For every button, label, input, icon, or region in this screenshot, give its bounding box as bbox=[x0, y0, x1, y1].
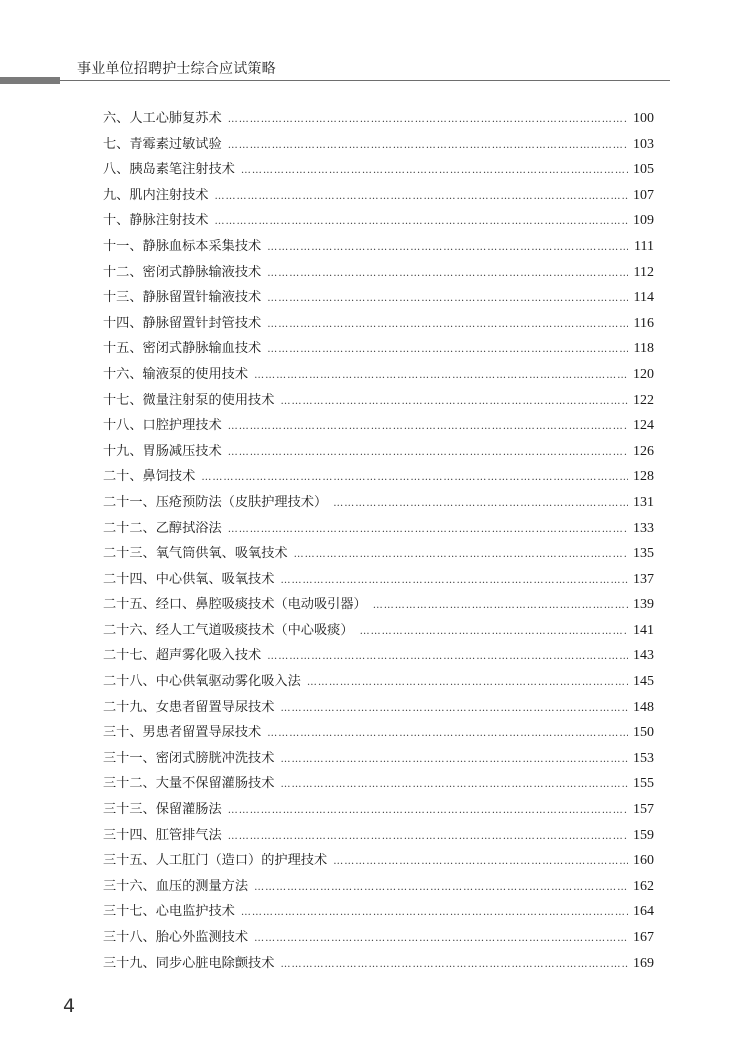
toc-entry[interactable] bbox=[103, 132, 654, 158]
header-rule bbox=[60, 80, 670, 81]
toc-entry[interactable] bbox=[103, 516, 654, 542]
toc-dot-leader bbox=[280, 389, 628, 415]
toc-dot-leader bbox=[228, 414, 628, 440]
toc-entry-title: 二十、鼻饲技术 bbox=[103, 469, 196, 485]
toc-entry[interactable] bbox=[103, 823, 654, 849]
toc-entry[interactable] bbox=[103, 388, 654, 414]
toc-entry[interactable] bbox=[103, 106, 654, 132]
toc-dot-leader bbox=[254, 926, 628, 952]
toc-entry[interactable] bbox=[103, 951, 654, 977]
toc-entry-page: 164 bbox=[633, 904, 654, 920]
toc-dot-leader bbox=[241, 900, 628, 926]
toc-entry[interactable] bbox=[103, 746, 654, 772]
toc-entry-title: 六、人工心肺复苏术 bbox=[103, 111, 222, 126]
toc-entry-title: 十七、微量注射泵的使用技术 bbox=[103, 392, 275, 408]
toc-entry-page: 162 bbox=[633, 878, 654, 894]
toc-dot-leader bbox=[228, 798, 628, 824]
toc-entry[interactable] bbox=[103, 260, 654, 286]
toc-entry[interactable] bbox=[103, 157, 654, 183]
toc-dot-leader bbox=[241, 158, 628, 184]
toc-entry-page: 100 bbox=[633, 111, 654, 126]
toc-entry[interactable] bbox=[103, 464, 654, 490]
toc-dot-leader bbox=[201, 465, 628, 491]
toc-entry[interactable] bbox=[103, 618, 654, 644]
toc-entry[interactable] bbox=[103, 183, 654, 209]
toc-dot-leader bbox=[228, 133, 628, 159]
toc-entry-page: 111 bbox=[634, 238, 654, 254]
toc-entry-title: 九、肌内注射技术 bbox=[103, 187, 209, 203]
toc-entry-page: 157 bbox=[633, 802, 654, 818]
running-header-title: 事业单位招聘护士综合应试策略 bbox=[77, 61, 276, 77]
toc-entry[interactable] bbox=[103, 848, 654, 874]
toc-entry-page: 122 bbox=[633, 392, 654, 408]
toc-entry-title: 十六、输液泵的使用技术 bbox=[103, 366, 249, 382]
toc-dot-leader bbox=[267, 337, 628, 363]
toc-entry[interactable] bbox=[103, 720, 654, 746]
toc-dot-leader bbox=[267, 644, 628, 670]
toc-dot-leader bbox=[215, 184, 629, 210]
toc-entry-page: 153 bbox=[633, 750, 654, 766]
toc-dot-leader bbox=[267, 312, 628, 338]
toc-entry[interactable] bbox=[103, 771, 654, 797]
toc-dot-leader bbox=[280, 772, 628, 798]
toc-entry-title: 十九、胃肠减压技术 bbox=[103, 443, 222, 459]
toc-entry-page: 103 bbox=[633, 136, 654, 152]
toc-dot-leader bbox=[228, 107, 628, 133]
toc-dot-leader bbox=[267, 235, 628, 261]
toc-dot-leader bbox=[267, 261, 628, 287]
toc-entry-title: 二十八、中心供氧驱动雾化吸入法 bbox=[103, 674, 301, 690]
toc-entry-title: 二十五、经口、鼻腔吸痰技术（电动吸引器） bbox=[103, 597, 367, 613]
toc-entry-title: 八、胰岛素笔注射技术 bbox=[103, 162, 235, 178]
toc-dot-leader bbox=[228, 440, 628, 466]
toc-entry-page: 126 bbox=[633, 443, 654, 459]
toc-entry-title: 二十二、乙醇拭浴法 bbox=[103, 520, 222, 536]
toc-entry-title: 十八、口腔护理技术 bbox=[103, 418, 222, 434]
toc-entry-page: 137 bbox=[633, 571, 654, 587]
toc-dot-leader bbox=[280, 952, 628, 978]
toc-entry-page: 128 bbox=[633, 469, 654, 485]
toc-entry-title: 三十九、同步心脏电除颤技术 bbox=[103, 955, 275, 971]
toc-entry[interactable] bbox=[103, 643, 654, 669]
toc-entry-title: 三十四、肛管排气法 bbox=[103, 827, 222, 843]
toc-entry-page: 148 bbox=[633, 699, 654, 715]
table-of-contents bbox=[103, 106, 654, 976]
toc-entry-page: 133 bbox=[633, 520, 654, 536]
toc-entry-title: 二十九、女患者留置导尿技术 bbox=[103, 699, 275, 715]
toc-entry-page: 160 bbox=[633, 853, 654, 869]
toc-entry-title: 三十三、保留灌肠法 bbox=[103, 802, 222, 818]
toc-entry-page: 118 bbox=[633, 341, 654, 357]
toc-entry[interactable] bbox=[103, 311, 654, 337]
toc-dot-leader bbox=[267, 286, 628, 312]
toc-dot-leader bbox=[280, 747, 628, 773]
toc-entry-title: 二十七、超声雾化吸入技术 bbox=[103, 648, 262, 664]
toc-dot-leader bbox=[294, 542, 628, 568]
toc-entry-page: 107 bbox=[633, 187, 654, 203]
toc-entry-page: 135 bbox=[633, 546, 654, 562]
toc-dot-leader bbox=[254, 363, 628, 389]
toc-entry-page: 145 bbox=[633, 674, 654, 690]
toc-entry-title: 三十八、胎心外监测技术 bbox=[103, 930, 249, 945]
toc-entry-title: 十五、密闭式静脉输血技术 bbox=[103, 341, 262, 357]
toc-entry-title: 二十四、中心供氧、吸氧技术 bbox=[103, 571, 275, 587]
toc-dot-leader bbox=[373, 593, 628, 619]
toc-dot-leader bbox=[280, 696, 628, 722]
toc-dot-leader bbox=[333, 491, 628, 517]
toc-entry-title: 三十七、心电监护技术 bbox=[103, 904, 235, 920]
toc-entry-title: 二十三、氧气筒供氧、吸氧技术 bbox=[103, 546, 288, 562]
toc-entry-page: 167 bbox=[633, 930, 654, 945]
toc-entry[interactable] bbox=[103, 925, 654, 951]
toc-entry-page: 143 bbox=[633, 648, 654, 664]
toc-entry-title: 十一、静脉血标本采集技术 bbox=[103, 238, 262, 254]
toc-entry[interactable] bbox=[103, 208, 654, 234]
toc-entry-title: 十、静脉注射技术 bbox=[103, 213, 209, 229]
toc-entry[interactable] bbox=[103, 285, 654, 311]
toc-entry-title: 十二、密闭式静脉输液技术 bbox=[103, 264, 262, 280]
toc-dot-leader bbox=[360, 619, 628, 645]
toc-dot-leader bbox=[267, 721, 628, 747]
toc-entry-title: 二十六、经人工气道吸痰技术（中心吸痰） bbox=[103, 622, 354, 638]
toc-entry-page: 155 bbox=[633, 776, 654, 792]
toc-entry-title: 三十一、密闭式膀胱冲洗技术 bbox=[103, 750, 275, 766]
toc-entry[interactable] bbox=[103, 541, 654, 567]
toc-dot-leader bbox=[280, 568, 628, 594]
toc-dot-leader bbox=[228, 824, 628, 850]
toc-entry-page: 105 bbox=[633, 162, 654, 178]
toc-entry-title: 十三、静脉留置针输液技术 bbox=[103, 290, 262, 306]
toc-entry-page: 150 bbox=[633, 725, 654, 741]
toc-entry[interactable] bbox=[103, 490, 654, 516]
toc-entry[interactable] bbox=[103, 695, 654, 721]
toc-entry-page: 131 bbox=[633, 494, 654, 510]
toc-entry-title: 十四、静脉留置针封管技术 bbox=[103, 315, 262, 331]
toc-entry[interactable] bbox=[103, 336, 654, 362]
toc-entry-page: 120 bbox=[633, 366, 654, 382]
toc-entry[interactable] bbox=[103, 413, 654, 439]
header-accent-bar bbox=[0, 77, 60, 84]
toc-entry-page: 139 bbox=[633, 597, 654, 613]
toc-entry[interactable] bbox=[103, 362, 654, 388]
toc-entry[interactable] bbox=[103, 439, 654, 465]
toc-dot-leader bbox=[254, 875, 628, 901]
toc-entry-page: 124 bbox=[633, 418, 654, 434]
page-number: 4 bbox=[63, 995, 76, 1017]
toc-dot-leader bbox=[215, 209, 629, 235]
toc-entry-title: 三十六、血压的测量方法 bbox=[103, 878, 249, 894]
toc-entry[interactable] bbox=[103, 567, 654, 593]
toc-entry-page: 116 bbox=[633, 315, 654, 331]
toc-entry[interactable] bbox=[103, 592, 654, 618]
toc-entry-title: 三十五、人工肛门（造口）的护理技术 bbox=[103, 853, 328, 869]
toc-entry-title: 三十、男患者留置导尿技术 bbox=[103, 725, 262, 741]
toc-entry[interactable] bbox=[103, 669, 654, 695]
toc-dot-leader bbox=[228, 517, 628, 543]
toc-entry[interactable] bbox=[103, 899, 654, 925]
toc-entry-title: 二十一、压疮预防法（皮肤护理技术） bbox=[103, 494, 328, 510]
toc-entry[interactable] bbox=[103, 797, 654, 823]
toc-dot-leader bbox=[307, 670, 628, 696]
toc-entry-title: 三十二、大量不保留灌肠技术 bbox=[103, 776, 275, 792]
toc-entry[interactable] bbox=[103, 234, 654, 260]
toc-entry-title: 七、青霉素过敏试验 bbox=[103, 136, 222, 152]
toc-entry-page: 141 bbox=[633, 622, 654, 638]
toc-entry[interactable] bbox=[103, 874, 654, 900]
toc-entry-page: 112 bbox=[633, 264, 654, 280]
toc-entry-page: 114 bbox=[633, 290, 654, 306]
toc-dot-leader bbox=[333, 849, 628, 875]
toc-entry-page: 159 bbox=[633, 827, 654, 843]
toc-entry-page: 169 bbox=[633, 955, 654, 971]
toc-entry-page: 109 bbox=[633, 213, 654, 229]
